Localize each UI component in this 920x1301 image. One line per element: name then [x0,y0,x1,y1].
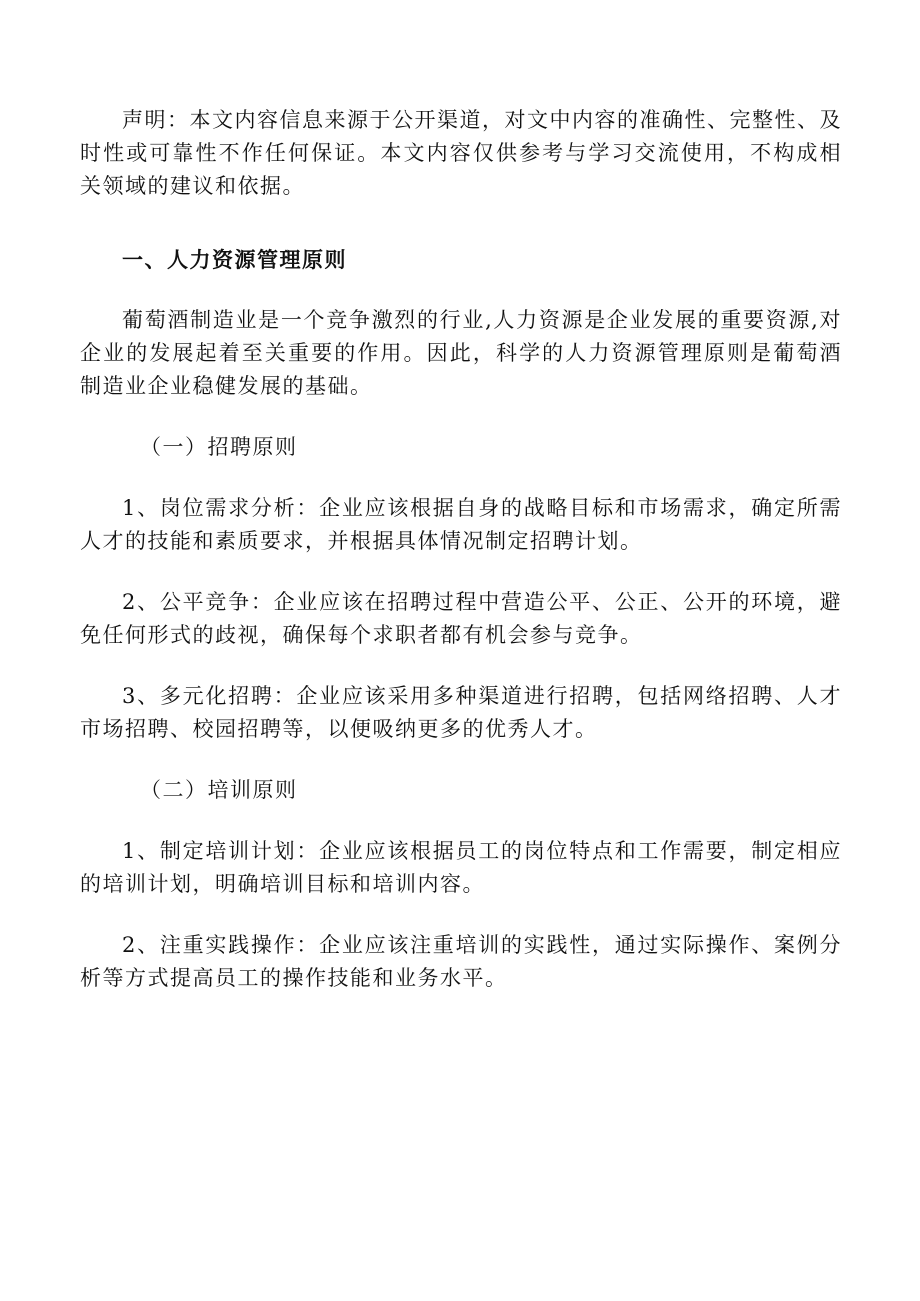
recruit-subheading: （一）招聘原则 [140,435,298,459]
recruit-item-1: 1、岗位需求分析：企业应该根据自身的战略目标和市场需求，确定所需人才的技能和素质要求，并根据具体情况制定招聘计划。 [80,496,842,553]
training-subheading: （二）培训原则 [140,778,298,802]
training-item-2: 2、注重实践操作：企业应该注重培训的实践性，通过实际操作、案例分析等方式提高员工的操作技能和业务水平。 [80,933,842,990]
recruit-item-3: 3、多元化招聘：企业应该采用多种渠道进行招聘，包括网络招聘、人才市场招聘、校园招聘等，以便吸纳更多的优秀人才。 [80,684,842,741]
disclaimer-paragraph: 声明：本文内容信息来源于公开渠道，对文中内容的准确性、完整性、及时性或可靠性不作任何保证。本文内容仅供参考与学习交流使用，不构成相关领域的建议和依据。 [80,108,842,198]
section-heading: 一、人力资源管理原则 [122,247,347,272]
intro-paragraph: 葡萄酒制造业是一个竞争激烈的行业,人力资源是企业发展的重要资源,对企业的发展起着至关重要的作用。因此，科学的人力资源管理原则是葡萄酒制造业企业稳健发展的基础。 [80,308,842,398]
training-item-1: 1、制定培训计划：企业应该根据员工的岗位特点和工作需要，制定相应的培训计划，明确培训目标和培训内容。 [80,839,842,896]
recruit-item-2: 2、公平竞争：企业应该在招聘过程中营造公平、公正、公开的环境，避免任何形式的歧视，确保每个求职者都有机会参与竞争。 [80,590,842,647]
document-page [80,104,842,995]
